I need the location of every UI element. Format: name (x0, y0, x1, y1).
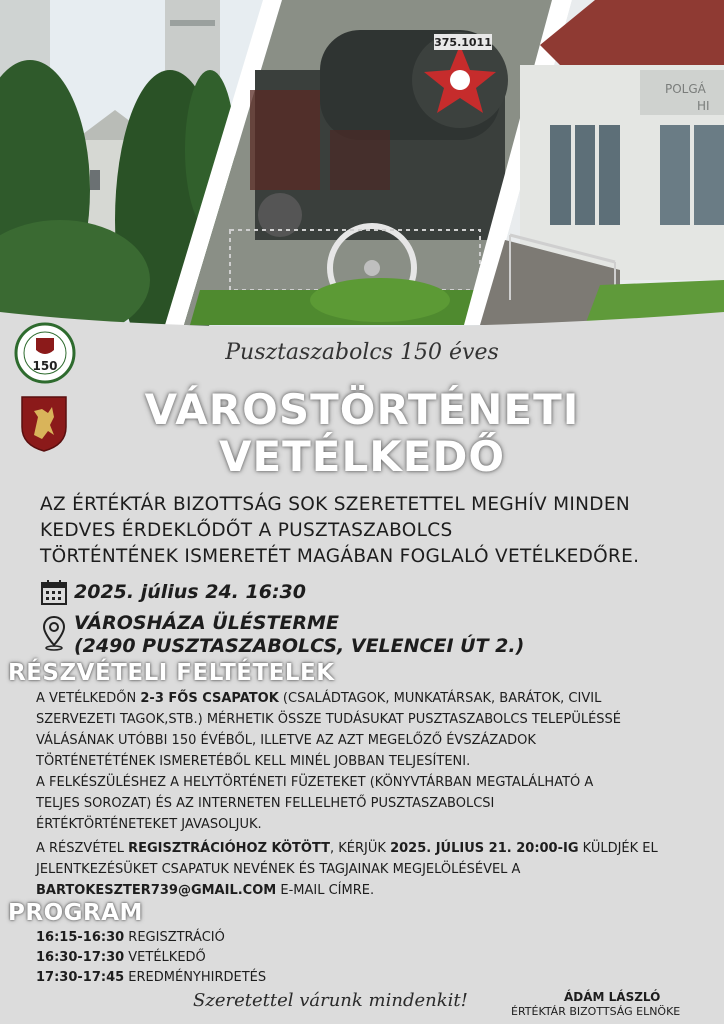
registration-line: A RÉSZVÉTEL REGISZTRÁCIÓHOZ KÖTÖTT, KÉRJÜK 2025. JÚLIUS 21. 20:00-IG KÜLDJÉK EL (36, 841, 658, 856)
calendar-icon (40, 578, 68, 606)
registration-paragraph (36, 838, 716, 901)
section-heading-program: PROGRAM (8, 900, 143, 926)
event-subtitle: Pusztaszabolcs 150 éves (225, 340, 499, 365)
location-pin-icon (42, 615, 66, 651)
section-heading-conditions: RÉSZVÉTELI FELTÉTELEK (8, 660, 335, 686)
invitation-line: TÖRTÉNTÉNEK ISMERETÉT MAGÁBAN FOGLALÓ VETÉLKEDŐRE. (40, 546, 640, 567)
building-sign-line1: POLGÁ (665, 82, 706, 96)
header-photo-collage (0, 0, 724, 335)
invitation-line: AZ ÉRTÉKTÁR BIZOTTSÁG SOK SZERETETTEL MEGHÍV MINDEN (40, 494, 630, 515)
logo-number: 150 (32, 359, 58, 373)
registration-line: JELENTKEZÉSÜKET CSAPATUK NEVÉNEK ÉS TAGJAINAK MEGJELÖLÉSÉVEL A (36, 862, 521, 877)
conditions-line: A FELKÉSZÜLÉSHEZ A HELYTÖRTÉNETI FÜZETEKET (KÖNYVTÁRBAN MEGTALÁLHATÓ A (36, 775, 594, 790)
train-number-plate: 375.1011 (434, 36, 492, 49)
program-item: 16:15-16:30 REGISZTRÁCIÓ (36, 930, 225, 945)
conditions-line: SZERVEZETI TAGOK,STB.) MÉRHETIK ÖSSZE TUDÁSUKAT PUSZTASZABOLCS TELEPÜLÉSSÉ (36, 712, 622, 727)
building-sign-line2: HI (697, 99, 710, 113)
program-item: 17:30-17:45 EREDMÉNYHIRDETÉS (36, 970, 267, 985)
invitation-text (40, 492, 700, 570)
program-item: 16:30-17:30 VETÉLKEDŐ (36, 950, 206, 965)
event-venue: VÁROSHÁZA ÜLÉSTERME (74, 612, 339, 634)
invitation-line: KEDVES ÉRDEKLŐDŐT A PUSZTASZABOLCS (40, 520, 453, 541)
signer-name: ÁDÁM LÁSZLÓ (564, 990, 661, 1004)
conditions-line: A VETÉLKEDŐN 2-3 FŐS CSAPATOK (CSALÁDTAGOK, MUNKATÁRSAK, BARÁTOK, CIVIL (36, 691, 602, 706)
conditions-line: VÁLÁSÁNAK UTÓBBI 150 ÉVÉBŐL, ILLETVE AZ AZT MEGELŐZŐ ÉVSZÁZADOK (36, 733, 536, 748)
signer-role: ÉRTÉKTÁR BIZOTTSÁG ELNÖKE (511, 1005, 681, 1018)
page-title-line2: VETÉLKEDŐ (218, 432, 506, 481)
conditions-line: ÉRTÉKTÖRTÉNETEKET JAVASOLJUK. (36, 817, 262, 832)
registration-line: BARTOKESZTER739@GMAIL.COM E-MAIL CÍMRE. (36, 883, 375, 898)
registration-email: BARTOKESZTER739@GMAIL.COM (36, 883, 277, 898)
conditions-paragraph (36, 688, 716, 835)
conditions-line: TÖRTÉNETÉTÉNEK ISMERETÉBŐL KELL MINÉL JOBBAN TELJESÍTENI. (36, 754, 471, 769)
event-address: (2490 PUSZTASZABOLCS, VELENCEI ÚT 2.) (74, 635, 525, 657)
closing-greeting: Szeretettel várunk mindenkit! (193, 990, 468, 1011)
conditions-line: TELJES SOROZAT) ÉS AZ INTERNETEN FELLELHETŐ PUSZTASZABOLCSI (36, 796, 495, 811)
event-datetime: 2025. július 24. 16:30 (74, 581, 306, 603)
page-title-line1: VÁROSTÖRTÉNETI (144, 385, 580, 434)
